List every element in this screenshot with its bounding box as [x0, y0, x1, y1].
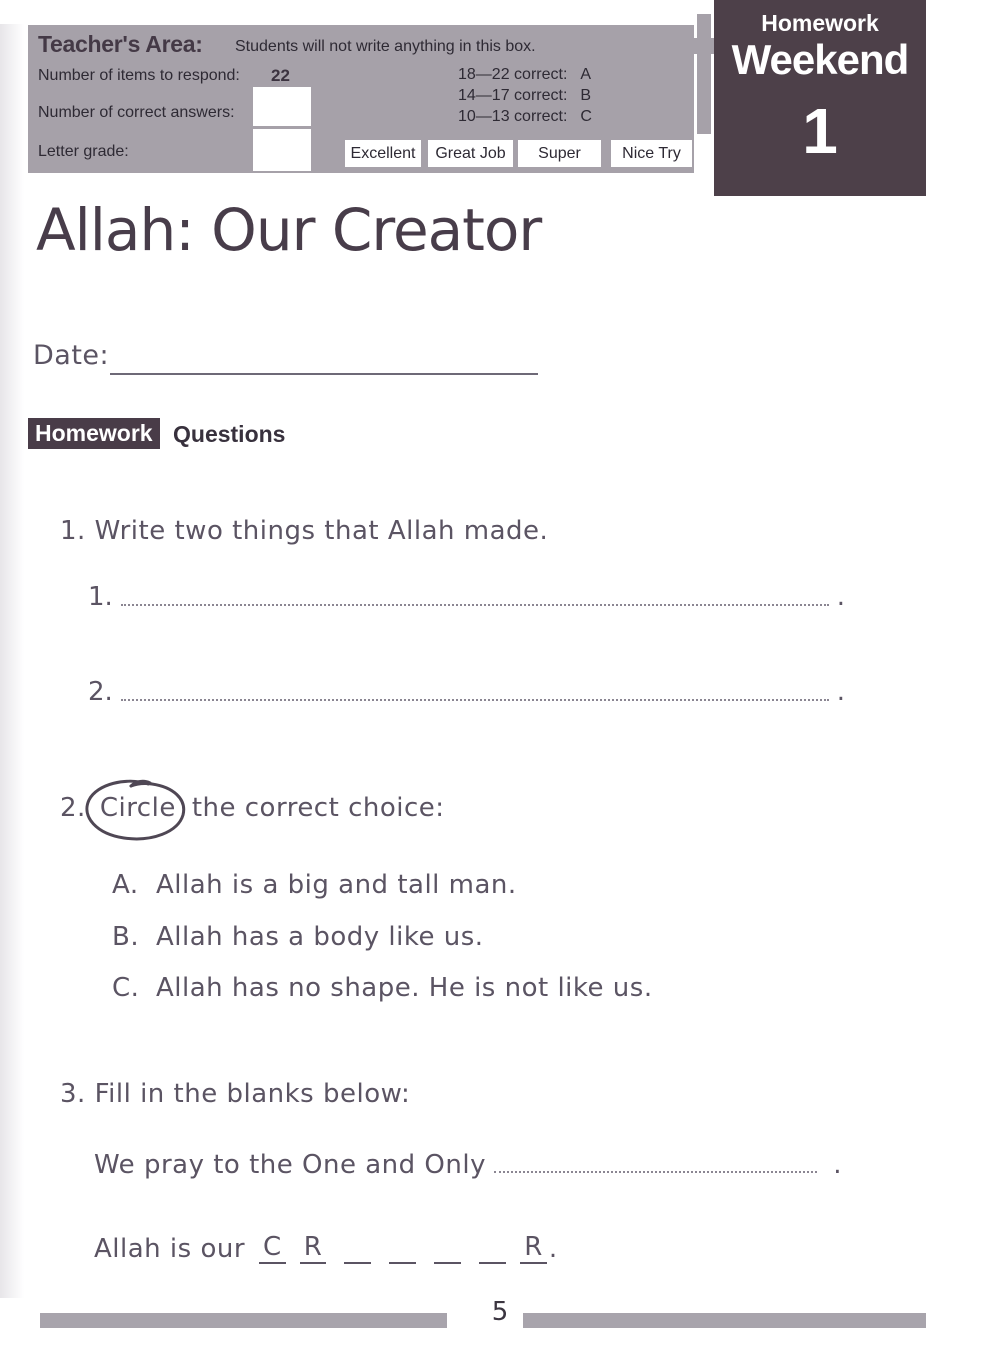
section-title-questions: Questions — [173, 421, 286, 447]
stamp-super: Super — [518, 140, 601, 167]
footer-bar-right — [523, 1313, 926, 1328]
teacher-area-note: Students will not write anything in this box. — [235, 38, 536, 55]
choice-letter: C. — [112, 973, 140, 1003]
choice-letter: A. — [112, 870, 139, 900]
question-2-text — [60, 793, 445, 823]
choice-text: Allah is a big and tall man. — [156, 870, 517, 900]
lesson-title: Allah: Our Creator — [36, 196, 542, 264]
page-edge-shadow — [0, 24, 24, 1298]
letter-blank-segment — [434, 1238, 461, 1264]
teacher-area-title: Teacher's Area: — [38, 31, 203, 57]
answer-line-2 — [88, 677, 845, 707]
badge-homework-label: Homework — [761, 10, 879, 36]
grade-scale-range: 10—13 correct: — [458, 108, 568, 125]
grade-scale-letter: A — [580, 66, 592, 83]
dotted-leader-line — [121, 698, 829, 701]
dotted-leader-line — [494, 1170, 817, 1173]
line-end-period: . — [836, 582, 845, 612]
choice-b — [112, 922, 484, 952]
underlined-letter-r: R — [300, 1233, 327, 1264]
underlined-letter-r-end: R — [520, 1233, 547, 1264]
footer-bar-left — [40, 1313, 447, 1328]
fill-blank-sentence-2 — [94, 1233, 558, 1264]
letter-blank-segment — [389, 1238, 416, 1264]
items-to-respond-value: 22 — [271, 66, 290, 85]
line-end-period: . — [833, 1150, 842, 1180]
badge-weekend-number: 1 — [802, 95, 838, 167]
question-2-number: 2. — [60, 793, 86, 823]
line-end-period: . — [836, 677, 845, 707]
choice-a — [112, 870, 517, 900]
connector-bar-vertical — [697, 14, 711, 134]
underlined-letter-c: C — [259, 1233, 286, 1264]
letter-grade-field — [253, 129, 311, 171]
date-label: Date: — [33, 340, 110, 371]
dotted-leader-line — [121, 603, 829, 606]
items-to-respond-label: Number of items to respond: — [38, 67, 240, 84]
hand-drawn-circle-icon — [84, 779, 188, 841]
letter-blank-segment — [344, 1238, 371, 1264]
homework-weekend-badge — [714, 0, 926, 196]
fill-blank-2-text: Allah is our — [94, 1233, 246, 1264]
grade-scale-range: 18—22 correct: — [458, 66, 568, 83]
correct-answers-field — [253, 87, 311, 126]
correct-answers-label: Number of correct answers: — [38, 104, 235, 121]
page-number: 5 — [491, 1297, 509, 1327]
question-3-text: 3. Fill in the blanks below: — [60, 1079, 411, 1109]
stamp-great-job: Great Job — [428, 140, 513, 167]
teacher-area-box — [28, 25, 694, 173]
fill-blank-1-text: We pray to the One and Only — [94, 1150, 486, 1180]
question-2-suffix: the correct choice: — [191, 793, 445, 823]
fill-blank-sentence-1 — [94, 1150, 842, 1180]
answer-line-number: 2. — [88, 677, 113, 707]
letter-blank-segment — [479, 1238, 506, 1264]
answer-line-1 — [88, 582, 845, 612]
stamp-nice-try: Nice Try — [611, 140, 692, 167]
stamp-excellent: Excellent — [345, 140, 421, 167]
choice-c — [112, 973, 653, 1003]
sentence-end-period: . — [548, 1233, 558, 1264]
question-1-text: 1. Write two things that Allah made. — [60, 516, 549, 546]
answer-line-number: 1. — [88, 582, 113, 612]
grade-scale-row — [458, 87, 591, 105]
circled-word-label: Circle — [99, 793, 176, 823]
section-tag-homework: Homework — [28, 418, 160, 449]
letter-grade-label: Letter grade: — [38, 143, 129, 160]
choice-text: Allah has no shape. He is not like us. — [156, 973, 653, 1003]
badge-weekend-label: Weekend — [731, 36, 909, 83]
grade-scale-letter: C — [580, 108, 592, 125]
choice-text: Allah has a body like us. — [156, 922, 484, 952]
circled-word — [94, 793, 182, 823]
grade-scale-row — [458, 108, 592, 126]
choice-letter: B. — [112, 922, 140, 952]
grade-scale-range: 14—17 correct: — [458, 87, 568, 104]
grade-scale-row — [458, 66, 591, 84]
grade-scale-letter: B — [580, 87, 592, 104]
date-blank-line — [110, 373, 538, 375]
